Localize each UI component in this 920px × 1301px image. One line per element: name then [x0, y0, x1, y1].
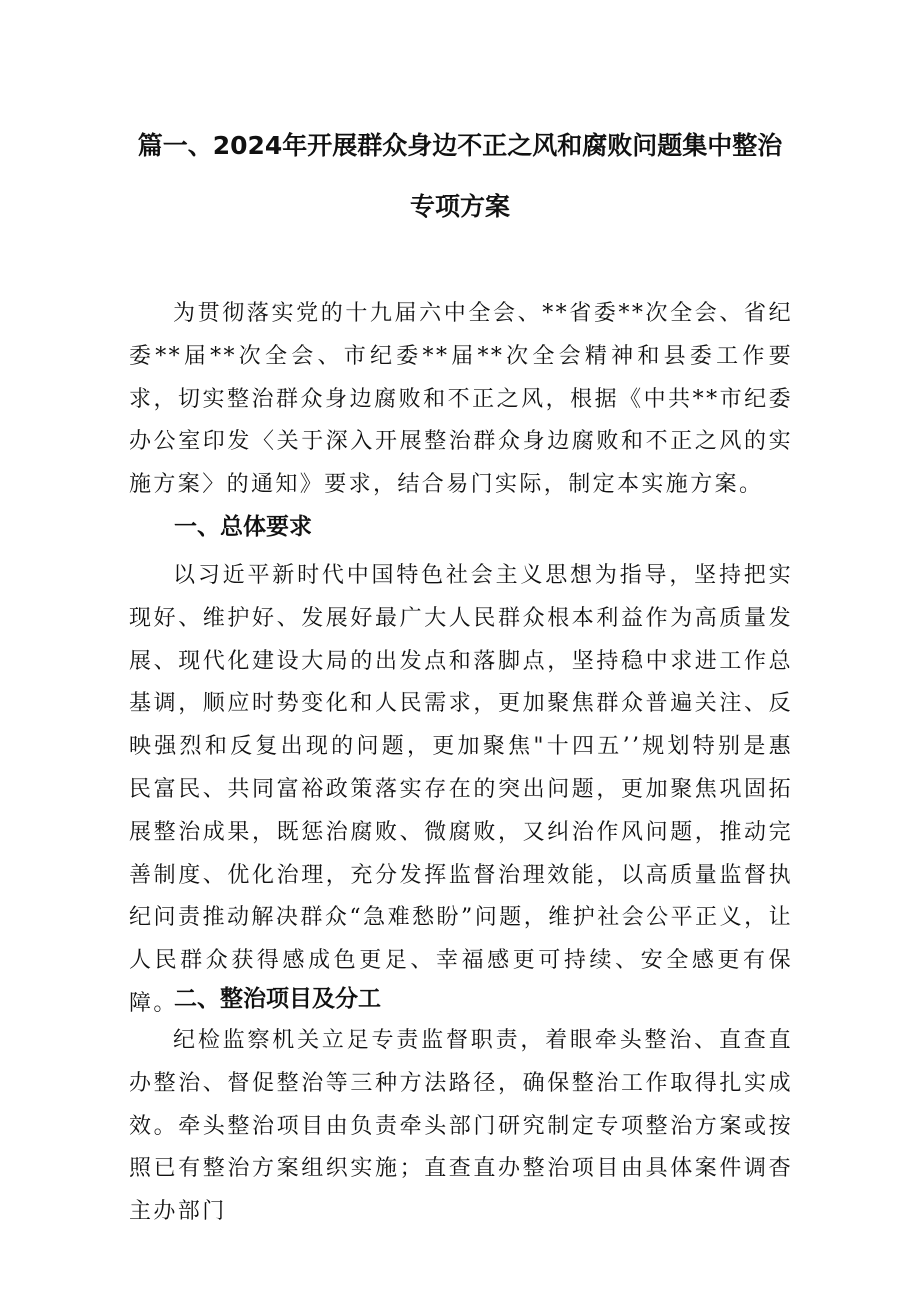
intro-paragraph: 为贯彻落实党的十九届六中全会、**省委**次全会、省纪委**届**次全会、市纪委**届**次全会精神和县委工作要求，切实整治群众身边腐败和不正之风，根据《中共**市纪委办公室印发〈关于深入开展整治群众身边腐败和不正之风的实施方案〉的通知》要求，结合易门实际，制定本实施方案。 — [129, 301, 793, 498]
projects-and-division-paragraph: 纪检监察机关立足专责监督职责，着眼牵头整治、直查直办整治、督促整治等三种方法路径，确保整治工作取得扎实成效。牵头整治项目由负责牵头部门研究制定专项整治方案或按照已有整治方案组织实施；直查直办整治项目由具体案件调杳主办部门 — [129, 1028, 793, 1225]
document-title-line-1: 篇一、2024年开展群众身边不正之风和腐败问题集中整治 — [137, 131, 783, 160]
section-heading-general-requirements: 一、总体要求 — [174, 514, 312, 540]
section-heading-projects-and-division: 二、整治项目及分工 — [174, 986, 381, 1012]
general-requirements-paragraph: 以习近平新时代中国特色社会主义思想为指导，坚持把实现好、维护好、发展好最广大人民群众根本利益作为高质量发展、现代化建设大局的出发点和落脚点，坚持稳中求进工作总基调，顺应时势变化和人民需求，更加聚焦群众普遍关注、反映强烈和反复出现的问题，更加聚焦"十四五’’规划特别是惠民富民、共同富裕政策落实存在的突出问题，更加聚焦巩固拓展整治成果，既惩治腐败、微腐败，又纠治作风问题，推动完善制度、优化治理，充分发挥监督治理效能，以高质量监督执纪问责推动解决群众“急难愁盼”问题，维护社会公平正义，让人民群众获得感成色更足、幸福感更可持续、安全感更有保障。 — [129, 563, 793, 1016]
document-title-line-2: 专项方案 — [409, 192, 510, 221]
